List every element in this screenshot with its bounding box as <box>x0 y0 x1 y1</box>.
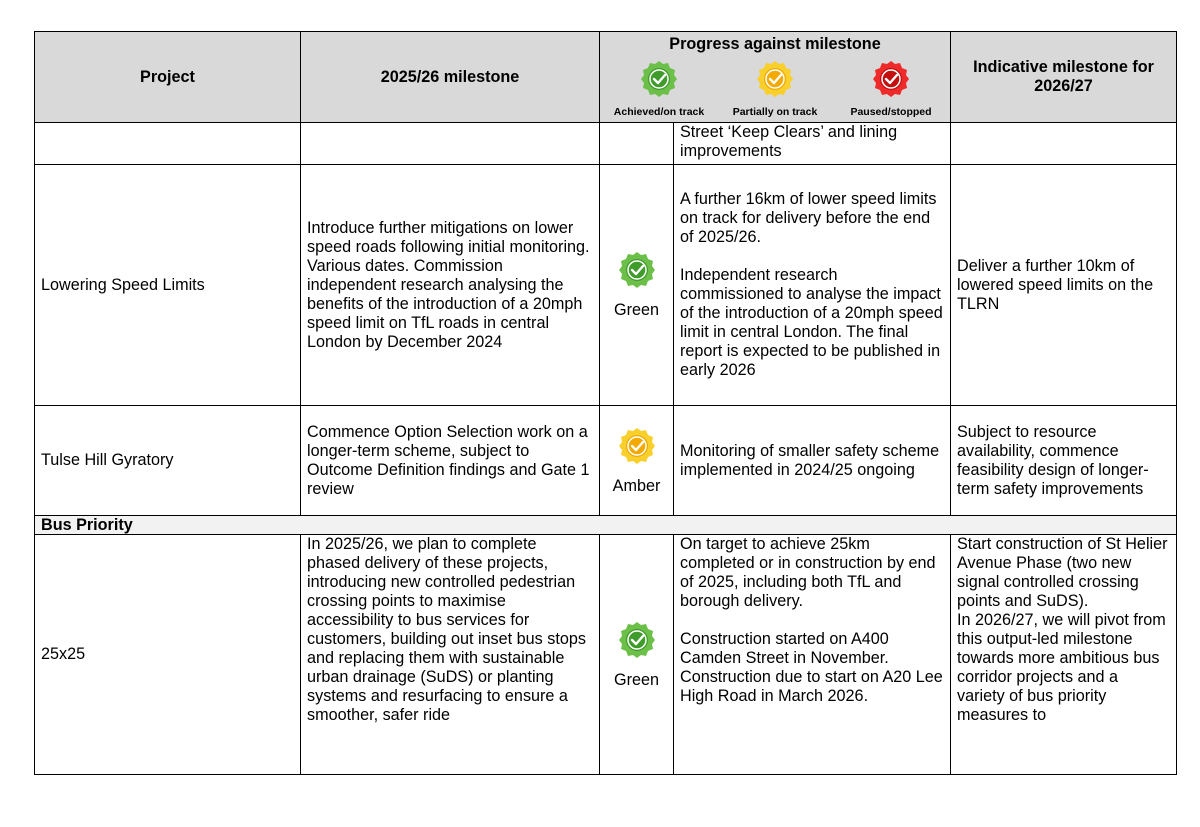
legend-amber-label: Partially on track <box>732 106 818 118</box>
cell-project: Lowering Speed Limits <box>35 165 301 406</box>
header-milestone-2526: 2025/26 milestone <box>301 32 600 123</box>
rag-status-label: Green <box>614 301 659 319</box>
cell-indicative: Deliver a further 10km of lowered speed limits on the TLRN <box>951 165 1177 406</box>
cell-rag <box>600 406 674 516</box>
cell-milestone: In 2025/26, we plan to complete phased delivery of these projects, introducing new controlled pedestrian crossing points to maximise accessibility to bus services for customers, building out inset bus stops and replacing them with sustainable urban drainage (SuDS) or planting systems and resurfacing to ensure a smoother, safer ride <box>301 535 600 775</box>
rag-legend <box>600 59 950 122</box>
section-row <box>35 516 1177 535</box>
table-row <box>35 406 1177 516</box>
green-check-badge-icon <box>639 59 679 99</box>
green-check-badge-icon <box>617 250 657 290</box>
cell-progress: Street ‘Keep Clears’ and lining improvements <box>674 123 951 165</box>
header-indicative: Indicative milestone for 2026/27 <box>951 32 1177 123</box>
cell-milestone <box>301 123 600 165</box>
legend-green <box>604 59 714 122</box>
milestone-table <box>34 31 1177 775</box>
green-check-badge-icon <box>617 620 657 660</box>
legend-red <box>836 59 946 122</box>
amber-check-badge-icon <box>755 59 795 99</box>
amber-check-badge-icon <box>617 426 657 466</box>
cell-rag <box>600 165 674 406</box>
cell-milestone: Commence Option Selection work on a longer-term scheme, subject to Outcome Definition findings and Gate 1 review <box>301 406 600 516</box>
header-progress <box>600 32 951 123</box>
cell-indicative: Start construction of St Helier Avenue Phase (two new signal controlled crossing points and SuDS). In 2026/27, we will pivot from this output-led milestone towards more ambitious bus corridor projects and a variety of bus priority measures to <box>951 535 1177 775</box>
cell-progress: Monitoring of smaller safety scheme implemented in 2024/25 ongoing <box>674 406 951 516</box>
legend-red-label: Paused/stopped <box>850 106 932 118</box>
cell-progress: A further 16km of lower speed limits on track for delivery before the end of 2025/26. Independent research commissioned to analyse the impact of the introduction of a 20mph speed limit in central London. The final report is expected to be published in early 2026 <box>674 165 951 406</box>
cell-project <box>35 123 301 165</box>
table-row <box>35 535 1177 775</box>
cell-project: 25x25 <box>35 535 301 775</box>
progress-title: Progress against milestone <box>669 35 881 53</box>
section-bus-priority: Bus Priority <box>35 516 1177 535</box>
table-row <box>35 165 1177 406</box>
cell-indicative <box>951 123 1177 165</box>
cell-milestone: Introduce further mitigations on lower speed roads following initial monitoring. Various dates. Commission independent research analysing the benefits of the introduction of a 20mph speed limit on TfL roads in central London by December 2024 <box>301 165 600 406</box>
cell-rag <box>600 535 674 775</box>
cell-project: Tulse Hill Gyratory <box>35 406 301 516</box>
header-project: Project <box>35 32 301 123</box>
cell-indicative: Subject to resource availability, commence feasibility design of longer-term safety improvements <box>951 406 1177 516</box>
header-row <box>35 32 1177 123</box>
cell-progress: On target to achieve 25km completed or in construction by end of 2025, including both TfL and borough delivery. Construction started on A400 Camden Street in November. Construction due to start on A20 Lee High Road in March 2026. <box>674 535 951 775</box>
rag-status-label: Amber <box>612 476 661 495</box>
legend-green-label: Achieved/on track <box>613 106 705 118</box>
table-row <box>35 123 1177 165</box>
rag-status-label: Green <box>614 670 659 689</box>
legend-amber <box>720 59 830 122</box>
cell-rag <box>600 123 674 165</box>
red-check-badge-icon <box>871 59 911 99</box>
